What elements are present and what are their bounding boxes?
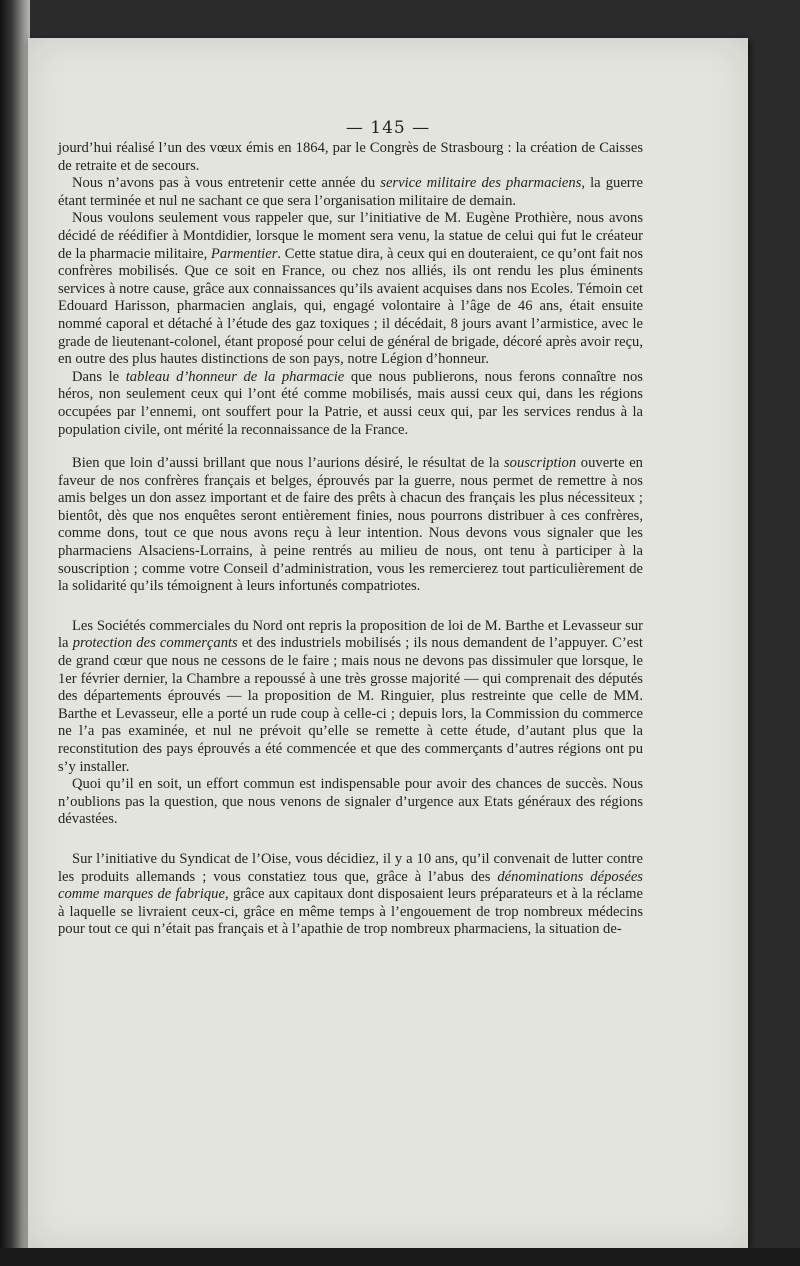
book-binding-edge — [0, 0, 30, 1266]
paragraph-tableau-honneur: Dans le tableau d’honneur de la pharmacie que nous publierons, nous ferons connaître nos héros, non seulement ceux qui l’ont été comme mobilisés, mais aussi ceux qui, dans les régions occupées par l’ennemi, ont souffert pour la Patrie, et aussi ceux qui, par les services rendus à la population civile, ont mérité la reconnaissance de la France. — [58, 368, 643, 438]
paragraph-parmentier-statue: Nous voulons seulement vous rappeler que, sur l’initiative de M. Eugène Prothière, nous avons décidé de réédifier à Montdidier, lorsque le moment sera venu, la statue de celui qui fut le créateur de la pharmacie militaire, Parmentier. Cette statue dira, à ceux qui en douteraient, ce qu’ont fait nos confrères mobilisés. Que ce soit en France, ou chez nos alliés, ils ont rendu les plus éminents services à notre cause, grâce aux connaissances qu’ils avaient acquises dans nos Ecoles. Témoin cet Edouard Harisson, pharmacien anglais, qui, engagé volontaire à l’âge de 46 ans, était ensuite nommé caporal et détaché à l’étude des gaz toxiques ; il décédait, 8 jours avant l’armistice, avec le grade de lieutenant-colonel, étant proposé pour celui de général de brigade, décoré après avoir reçu, en outre des plus hautes distinctions de son pays, notre Légion d’honneur. — [58, 210, 643, 368]
document-page — [28, 38, 748, 1248]
paragraph-societes-commerciales: Les Sociétés commerciales du Nord ont repris la proposition de loi de M. Barthe et Levasseur sur la protection des commerçants et des industriels mobilisés ; ils nous demandent de l’appuyer. C’est de grand cœur que nous ne cessons de le faire ; mais nous ne devons pas dissimuler que lorsque, le 1er février dernier, la Chambre a repoussé à une très grosse majorité — qui comprenait des députés des départements éprouvés — la proposition de M. Ringuier, plus restreinte que celle de MM. Barthe et Levasseur, elle a porté un rude coup à celle-ci ; depuis lors, la Commission du commerce ne l’a pas examinée, et nul ne prévoit qu’elle se remette à cette étude, d’autant plus que la reconstitution des pays éprouvés a été commencée et que des commerçants d’autres régions ont pu s’y installer. — [58, 617, 643, 775]
italic-term: protection des commerçants — [72, 635, 238, 652]
italic-term: souscription — [503, 455, 577, 472]
paragraph-syndicat-oise: Sur l’initiative du Syndicat de l’Oise, vous décidiez, il y a 10 ans, qu’il convenait de lutter contre les produits allemands ; vous constatiez tous que, grâce à l’abus des dénominations déposées comme marques de fabrique, grâce aux capitaux dont disposaient leurs préparateurs et à la réclame à laquelle se livraient ceux-ci, grâce en même temps à l’engouement de trop nombreux médecins pour tout ce qui n’était pas français et à l’apathie de trop nombreux pharmaciens, la situation de- — [58, 850, 643, 938]
italic-term: service militaire des pharmaciens — [380, 175, 582, 192]
italic-term: tableau d’honneur de la pharmacie — [125, 368, 345, 385]
body-text — [58, 140, 643, 939]
paragraph-caisses-retraite: jourd’hui réalisé l’un des vœux émis en 1864, par le Congrès de Strasbourg : la création de Caisses de retraite et de secours. — [58, 140, 643, 174]
italic-term: Parmentier — [210, 245, 278, 262]
paragraph-service-militaire: Nous n’avons pas à vous entretenir cette année du service militaire des pharmaciens, la guerre étant terminée et nul ne sachant ce que sera l’organisation militaire de demain. — [58, 175, 643, 209]
paragraph-effort-commun: Quoi qu’il en soit, un effort commun est indispensable pour avoir des chances de succès. Nous n’oublions pas la question, que nous venons de signaler d’urgence aux Etats généraux des régions dévastées. — [58, 776, 643, 828]
italic-term: dénominations déposées comme marques de fabrique — [58, 868, 643, 903]
paragraph-souscription: Bien que loin d’aussi brillant que nous l’aurions désiré, le résultat de la souscription ouverte en faveur de nos confrères français et belges, éprouvés par la guerre, nous permet de remettre à nos amis belges un don assez important et de faire des prêts à chacun des français les plus nécessiteux ; bientôt, dès que nos enquêtes seront entièrement finies, nous pourrons distribuer à ces confrères, comme dons, tout ce que nous avons reçu à leur intention. Nous devons vous signaler que les pharmaciens Alsaciens-Lorrains, à peine rentrés au milieu de nous, ont tenu à participer à la souscription ; comme votre Conseil d’administration, vous les remercierez tout particulièrement de la solidarité qu’ils témoignent à leurs infortunés compatriotes. — [58, 455, 643, 595]
scan-bottom-edge — [0, 1248, 800, 1266]
page-number: — 145 — — [345, 118, 431, 138]
